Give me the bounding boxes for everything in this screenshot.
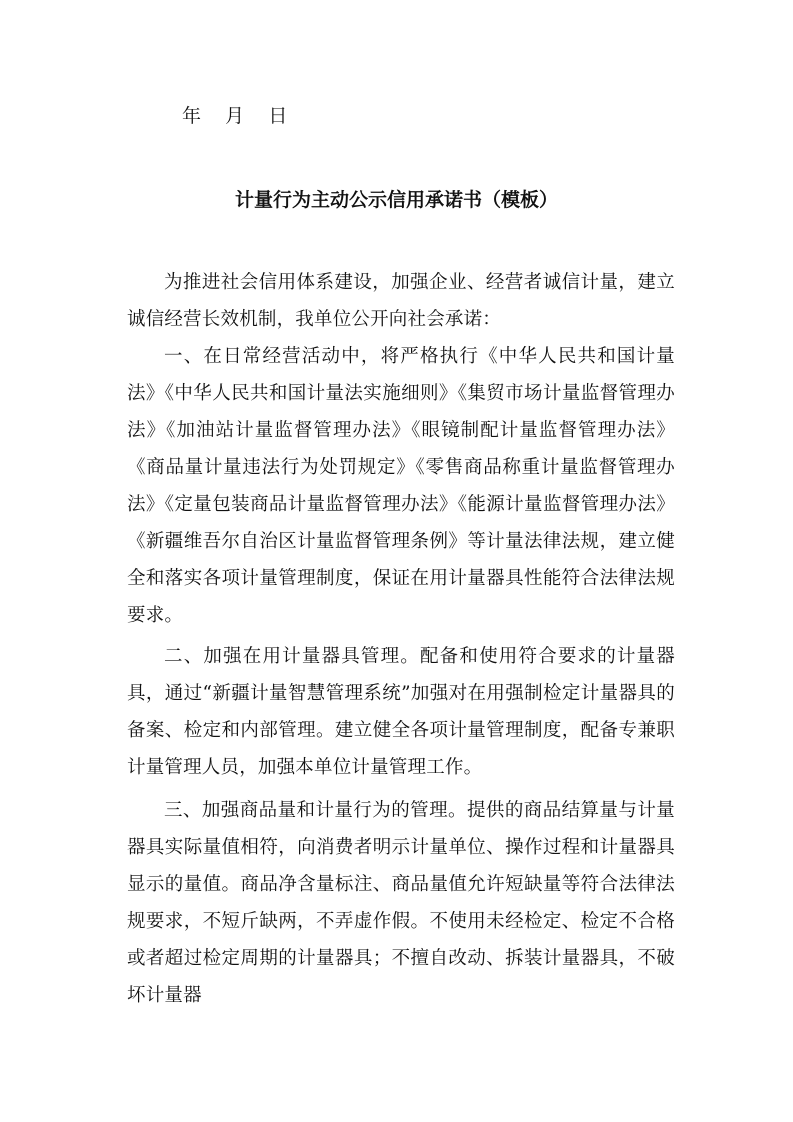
- date-line: 年 月 日: [182, 105, 288, 127]
- clause-three-paragraph: 三、加强商品量和计量行为的管理。提供的商品结算量与计量器具实际量值相符，向消费者明示计量单位、操作过程和计量器具显示的量值。商品净含量标注、商品量值允许短缺量等符合法律法规要求，不短斤缺两，不弄虚作假。不使用未经检定、检定不合格或者超过检定周期的计量器具；不擅自改动、拆装计量器具，不破坏计量器: [127, 800, 675, 1006]
- clause-one-paragraph: 一、在日常经营活动中，将严格执行《中华人民共和国计量法》《中华人民共和国计量法实施细则》《集贸市场计量监督管理办法》《加油站计量监督管理办法》《眼镜制配计量监督管理办法》《商品量计量违法行为处罚规定》《零售商品称重计量监督管理办法》《定量包装商品计量监督管理办法》《能源计量监督管理办法》《新疆维吾尔自治区计量监督管理条例》等计量法律法规，建立健全和落实各项计量管理制度，保证在用计量器具性能符合法律法规要求。: [127, 346, 675, 626]
- clause-two-paragraph: 二、加强在用计量器具管理。配备和使用符合要求的计量器具，通过“新疆计量智慧管理系统”加强对在用强制检定计量器具的备案、检定和内部管理。建立健全各项计量管理制度，配备专兼职计量管理人员，加强本单位计量管理工作。: [127, 646, 675, 778]
- intro-paragraph: 为推进社会信用体系建设，加强企业、经营者诚信计量，建立诚信经营长效机制，我单位公开向社会承诺：: [127, 272, 675, 330]
- document-body: [127, 264, 675, 1014]
- document-title: 计量行为主动公示信用承诺书（模板）: [234, 189, 558, 211]
